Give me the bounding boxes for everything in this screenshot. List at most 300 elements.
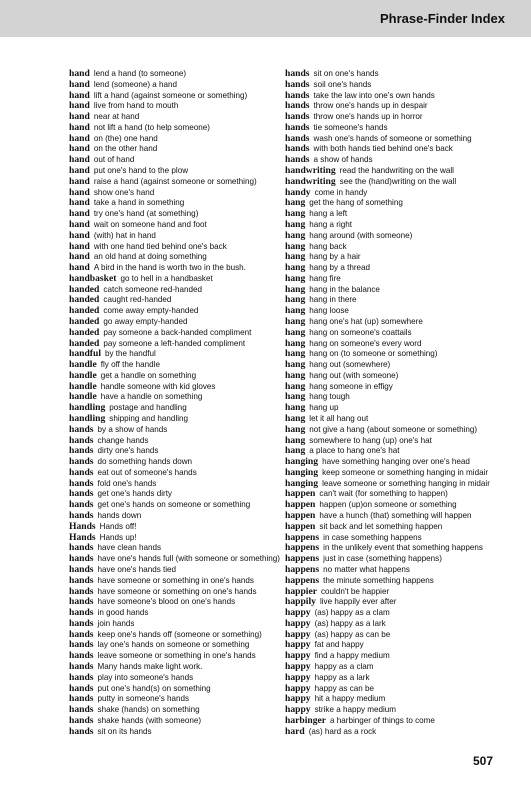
- entry-keyword: hands: [69, 575, 94, 586]
- entry-keyword: happen: [285, 489, 316, 500]
- index-entry: [285, 425, 517, 436]
- entry-keyword: hands: [69, 629, 94, 640]
- entry-phrase: pay someone a back-handed compliment: [103, 327, 252, 337]
- entry-keyword: hands: [69, 467, 94, 478]
- index-entry: [69, 134, 301, 145]
- entry-phrase: live happily ever after: [319, 597, 397, 607]
- entry-phrase: happy as a clam: [314, 661, 374, 671]
- index-entry: [285, 69, 517, 80]
- entry-phrase: lay one's hands on someone or something: [97, 640, 250, 650]
- entry-phrase: hang out (somewhere): [309, 360, 391, 370]
- entry-phrase: take the law into one's own hands: [313, 90, 435, 100]
- entry-phrase: Hands off!: [99, 521, 137, 531]
- index-entry: [69, 727, 301, 738]
- index-entry: [285, 662, 517, 673]
- index-entry: [69, 144, 301, 155]
- entry-phrase: postage and handling: [109, 403, 187, 413]
- index-entry: [285, 673, 517, 684]
- entry-phrase: catch someone red-handed: [103, 284, 202, 294]
- entry-keyword: hand: [69, 69, 90, 79]
- index-entry: [285, 123, 517, 134]
- entry-keyword: handed: [69, 338, 100, 349]
- entry-keyword: hands: [69, 446, 94, 457]
- index-entry: [69, 166, 301, 177]
- entry-phrase: pay someone a left-handed compliment: [103, 338, 246, 348]
- entry-keyword: happy: [285, 694, 311, 705]
- entry-phrase: get one's hands dirty: [97, 489, 172, 499]
- index-entry: [69, 640, 301, 651]
- entry-keyword: hands: [69, 489, 94, 500]
- entry-keyword: hang: [285, 403, 306, 414]
- entry-keyword: hand: [69, 230, 90, 241]
- entry-phrase: try one's hand (at something): [93, 209, 199, 219]
- entry-phrase: have one's hands full (with someone or something): [97, 554, 280, 564]
- index-entry: [285, 436, 517, 447]
- index-entry: [285, 144, 517, 155]
- index-entry: [69, 533, 301, 544]
- entry-phrase: not give a hang (about someone or something): [309, 424, 478, 434]
- entry-phrase: have someone or something in one's hands: [97, 575, 254, 585]
- entry-phrase: sit back and let something happen: [319, 521, 443, 531]
- entry-keyword: handle: [69, 392, 97, 403]
- entry-phrase: shake (hands) on something: [97, 705, 200, 715]
- index-entry: [285, 263, 517, 274]
- entry-keyword: hands: [69, 435, 94, 446]
- entry-phrase: show one's hand: [93, 187, 155, 197]
- entry-phrase: hang in the balance: [309, 284, 380, 294]
- index-entry: [285, 587, 517, 598]
- entry-keyword: hand: [69, 176, 90, 187]
- index-entry: [285, 403, 517, 414]
- entry-phrase: hang loose: [309, 306, 349, 316]
- entry-keyword: hang: [285, 273, 306, 284]
- entry-phrase: caught red-handed: [103, 295, 172, 305]
- entry-phrase: eat out of someone's hands: [97, 467, 197, 477]
- index-entry: [69, 403, 301, 414]
- index-entry: [285, 543, 517, 554]
- index-entry: [69, 414, 301, 425]
- entry-phrase: hang by a thread: [309, 263, 371, 273]
- entry-phrase: a show of hands: [313, 155, 373, 165]
- index-entry: [285, 446, 517, 457]
- index-entry: [285, 489, 517, 500]
- entry-keyword: hang: [285, 316, 306, 327]
- entry-phrase: hang out (with someone): [309, 370, 399, 380]
- entry-phrase: soil one's hands: [313, 79, 372, 89]
- entry-phrase: (as) happy as can be: [314, 629, 391, 639]
- index-entry: [285, 134, 517, 145]
- entry-keyword: happier: [285, 586, 317, 597]
- index-entry: [69, 565, 301, 576]
- entry-phrase: have someone or something on one's hands: [97, 586, 257, 596]
- index-entry: [69, 489, 301, 500]
- entry-keyword: hands: [69, 694, 94, 705]
- entry-phrase: throw one's hands up in despair: [313, 101, 428, 111]
- index-entry: [285, 640, 517, 651]
- entry-phrase: lend a hand (to someone): [93, 69, 187, 78]
- index-entry: [69, 673, 301, 684]
- entry-keyword: handed: [69, 284, 100, 295]
- entry-phrase: fat and happy: [314, 640, 364, 650]
- index-entry: [285, 317, 517, 328]
- entry-keyword: hands: [69, 500, 94, 511]
- entry-keyword: happily: [285, 597, 316, 608]
- index-entry: [69, 630, 301, 641]
- entry-phrase: have someone's blood on one's hands: [97, 597, 236, 607]
- entry-keyword: hanging: [285, 478, 319, 489]
- index-entry: [285, 220, 517, 231]
- entry-phrase: hang fire: [309, 273, 341, 283]
- entry-phrase: hang on someone's coattails: [309, 327, 412, 337]
- entry-keyword: hang: [285, 327, 306, 338]
- entry-keyword: hang: [285, 435, 306, 446]
- entry-phrase: (with) hat in hand: [93, 230, 156, 240]
- entry-phrase: in the unlikely event that something happens: [323, 543, 483, 553]
- entry-keyword: hand: [69, 133, 90, 144]
- index-entry: [69, 188, 301, 199]
- index-entry: [69, 155, 301, 166]
- index-entry: [69, 263, 301, 274]
- entry-phrase: have clean hands: [97, 543, 161, 553]
- entry-keyword: hang: [285, 252, 306, 263]
- entry-keyword: happens: [285, 575, 320, 586]
- entry-phrase: keep one's hands off (someone or something): [97, 629, 262, 639]
- index-entry: [285, 242, 517, 253]
- entry-keyword: hands: [69, 586, 94, 597]
- entry-keyword: hang: [285, 424, 306, 435]
- entry-keyword: handed: [69, 295, 100, 306]
- index-entry: [285, 328, 517, 339]
- index-entry: [69, 371, 301, 382]
- entry-keyword: handed: [69, 327, 100, 338]
- index-entry: [285, 576, 517, 587]
- entry-phrase: fly off the handle: [100, 360, 160, 370]
- entry-keyword: happy: [285, 683, 311, 694]
- entry-phrase: change hands: [97, 435, 149, 445]
- entry-phrase: keep someone or something hanging in midair: [322, 467, 489, 477]
- entry-keyword: hang: [285, 338, 306, 349]
- index-entry: [285, 360, 517, 371]
- entry-phrase: Many hands make light work.: [97, 661, 203, 671]
- entry-keyword: handwriting: [285, 176, 336, 187]
- entry-phrase: on the other hand: [93, 144, 158, 154]
- entry-keyword: hand: [69, 198, 90, 209]
- entry-keyword: hand: [69, 90, 90, 101]
- entry-phrase: hang a right: [309, 219, 353, 229]
- index-entry: [285, 608, 517, 619]
- entry-phrase: the minute something happens: [323, 575, 434, 585]
- entry-keyword: handle: [69, 360, 97, 371]
- entry-keyword: hang: [285, 381, 306, 392]
- entry-keyword: hand: [69, 187, 90, 198]
- entry-keyword: hands: [285, 155, 310, 166]
- entry-keyword: hands: [69, 672, 94, 683]
- entry-phrase: have one's hands tied: [97, 564, 177, 574]
- entry-keyword: happen: [285, 521, 316, 532]
- entry-keyword: hands: [69, 424, 94, 435]
- index-entry: [285, 349, 517, 360]
- entry-keyword: hang: [285, 263, 306, 274]
- index-entry: [285, 231, 517, 242]
- entry-phrase: join hands: [97, 618, 135, 628]
- index-entry: [285, 166, 517, 177]
- index-entry: [285, 511, 517, 522]
- entry-keyword: hang: [285, 306, 306, 317]
- entry-keyword: hanging: [285, 467, 319, 478]
- entry-phrase: putty in someone's hands: [97, 694, 190, 704]
- index-entry: [69, 274, 301, 285]
- index-entry: [285, 500, 517, 511]
- index-entry: [69, 91, 301, 102]
- entry-phrase: sit on one's hands: [313, 69, 379, 78]
- entry-keyword: hand: [69, 112, 90, 123]
- index-entry: [69, 522, 301, 533]
- entry-keyword: happen: [285, 511, 316, 522]
- entry-phrase: leave someone or something in one's hands: [97, 651, 256, 661]
- entry-keyword: handbasket: [69, 273, 117, 284]
- index-entry: [69, 436, 301, 447]
- entry-phrase: on (the) one hand: [93, 133, 158, 143]
- entry-phrase: find a happy medium: [314, 651, 390, 661]
- entry-keyword: hand: [69, 101, 90, 112]
- entry-phrase: hands down: [97, 511, 142, 521]
- entry-phrase: leave someone or something hanging in midair: [322, 478, 490, 488]
- index-entry: [69, 576, 301, 587]
- index-entry: [69, 457, 301, 468]
- page-number: 507: [472, 754, 493, 768]
- entry-phrase: hang back: [309, 241, 347, 251]
- index-entry: [285, 597, 517, 608]
- entry-keyword: hands: [69, 618, 94, 629]
- entry-phrase: a place to hang one's hat: [309, 446, 400, 456]
- entry-keyword: Hands: [69, 521, 96, 532]
- entry-keyword: hands: [69, 726, 94, 737]
- index-entry: [285, 630, 517, 641]
- index-entry: [69, 177, 301, 188]
- entry-keyword: happens: [285, 554, 320, 565]
- entry-phrase: hang by a hair: [309, 252, 361, 262]
- index-entry: [69, 587, 301, 598]
- entry-keyword: hang: [285, 241, 306, 252]
- entry-keyword: hands: [285, 69, 310, 79]
- entry-keyword: happy: [285, 640, 311, 651]
- index-entry: [69, 392, 301, 403]
- index-column-right: [285, 69, 517, 737]
- entry-keyword: hands: [285, 122, 310, 133]
- entry-phrase: hang around (with someone): [309, 230, 413, 240]
- entry-keyword: happens: [285, 532, 320, 543]
- entry-phrase: play into someone's hands: [97, 672, 194, 682]
- index-entry: [285, 554, 517, 565]
- index-entry: [69, 295, 301, 306]
- entry-phrase: in good hands: [97, 608, 149, 618]
- entry-keyword: handling: [69, 414, 106, 424]
- entry-keyword: hand: [69, 219, 90, 230]
- index-entry: [285, 295, 517, 306]
- entry-keyword: happy: [285, 651, 311, 662]
- index-entry: [285, 468, 517, 479]
- entry-keyword: handful: [69, 349, 101, 360]
- index-entry: [285, 306, 517, 317]
- entry-phrase: out of hand: [93, 155, 135, 165]
- entry-phrase: hang in there: [309, 295, 357, 305]
- entry-keyword: hands: [69, 608, 94, 619]
- index-entry: [69, 231, 301, 242]
- index-entry: [69, 446, 301, 457]
- entry-phrase: put one's hand to the plow: [93, 166, 189, 176]
- entry-keyword: handwriting: [285, 166, 336, 177]
- entry-phrase: by a show of hands: [97, 424, 168, 434]
- index-entry: [285, 209, 517, 220]
- entry-phrase: happen (up)on someone or something: [319, 500, 457, 510]
- index-entry: [69, 112, 301, 123]
- entry-keyword: hands: [69, 597, 94, 608]
- index-entry: [69, 543, 301, 554]
- entry-phrase: get the hang of something: [309, 198, 403, 208]
- index-entry: [285, 371, 517, 382]
- entry-keyword: hand: [69, 241, 90, 252]
- entry-keyword: hands: [285, 133, 310, 144]
- index-entry: [69, 500, 301, 511]
- entry-keyword: hang: [285, 295, 306, 306]
- entry-keyword: hands: [69, 478, 94, 489]
- entry-phrase: just in case (something happens): [323, 554, 442, 564]
- entry-phrase: wait on someone hand and foot: [93, 219, 207, 229]
- index-entry: [69, 608, 301, 619]
- index-entry: [69, 554, 301, 565]
- index-entry: [69, 101, 301, 112]
- entry-phrase: happy as can be: [314, 683, 375, 693]
- index-entry: [285, 414, 517, 425]
- entry-keyword: hang: [285, 370, 306, 381]
- index-entry: [285, 198, 517, 209]
- entry-phrase: by the handful: [105, 349, 156, 359]
- entry-keyword: hand: [69, 166, 90, 177]
- entry-phrase: couldn't be happier: [321, 586, 390, 596]
- entry-keyword: hang: [285, 414, 306, 424]
- entry-keyword: hands: [285, 90, 310, 101]
- index-entry: [69, 468, 301, 479]
- entry-phrase: hang on someone's every word: [309, 338, 422, 348]
- index-entry: [285, 155, 517, 166]
- entry-phrase: let it all hang out: [309, 414, 369, 423]
- entry-phrase: with both hands tied behind one's back: [313, 144, 453, 154]
- index-entry: [285, 727, 517, 738]
- entry-phrase: hang a left: [309, 209, 348, 219]
- index-entry: [285, 619, 517, 630]
- entry-keyword: happy: [285, 608, 311, 619]
- entry-phrase: raise a hand (against someone or something): [93, 176, 257, 186]
- index-entry: [69, 252, 301, 263]
- index-entry: [285, 339, 517, 350]
- entry-phrase: an old hand at doing something: [93, 252, 207, 262]
- entry-keyword: harbinger: [285, 715, 327, 726]
- entry-phrase: shipping and handling: [109, 414, 189, 423]
- index-entry: [69, 705, 301, 716]
- entry-phrase: handle someone with kid gloves: [100, 381, 216, 391]
- index-entry: [285, 565, 517, 576]
- entry-phrase: have a hunch (that) something will happen: [319, 511, 472, 521]
- entry-phrase: hang on (to someone or something): [309, 349, 438, 359]
- entry-keyword: hand: [69, 209, 90, 220]
- entry-phrase: have a handle on something: [100, 392, 203, 402]
- entry-keyword: hanging: [285, 457, 319, 468]
- index-entry: [69, 511, 301, 522]
- index-entry: [285, 80, 517, 91]
- index-entry: [69, 198, 301, 209]
- entry-keyword: handed: [69, 306, 100, 317]
- index-entry: [285, 705, 517, 716]
- index-entry: [285, 252, 517, 263]
- entry-keyword: hands: [69, 683, 94, 694]
- entry-phrase: hang up: [309, 403, 339, 413]
- entry-keyword: hang: [285, 209, 306, 220]
- index-entry: [285, 101, 517, 112]
- entry-keyword: hands: [69, 554, 94, 565]
- header-title: Phrase-Finder Index: [380, 11, 505, 26]
- index-entry: [285, 694, 517, 705]
- index-entry: [69, 209, 301, 220]
- entry-phrase: get one's hands on someone or something: [97, 500, 251, 510]
- index-entry: [285, 177, 517, 188]
- entry-keyword: hang: [285, 349, 306, 360]
- entry-phrase: get a handle on something: [100, 370, 197, 380]
- index-entry: [69, 306, 301, 317]
- entry-keyword: hang: [285, 284, 306, 295]
- index-entry: [285, 457, 517, 468]
- index-entry: [69, 242, 301, 253]
- entry-keyword: handling: [69, 403, 106, 414]
- entry-phrase: (as) hard as a rock: [308, 726, 377, 736]
- entry-keyword: hands: [69, 543, 94, 554]
- entry-phrase: a harbinger of things to come: [330, 715, 435, 725]
- entry-keyword: hand: [69, 263, 90, 274]
- index-entry: [69, 651, 301, 662]
- entry-phrase: (as) happy as a lark: [314, 618, 386, 628]
- index-entry: [69, 619, 301, 630]
- entry-keyword: hands: [285, 79, 310, 90]
- index-entry: [69, 80, 301, 91]
- index-entry: [285, 382, 517, 393]
- index-entry: [285, 274, 517, 285]
- entry-phrase: come away empty-handed: [103, 306, 199, 316]
- entry-keyword: hands: [285, 112, 310, 123]
- index-entry: [69, 684, 301, 695]
- entry-keyword: hands: [69, 651, 94, 662]
- index-entry: [285, 522, 517, 533]
- entry-keyword: hands: [69, 640, 94, 651]
- entry-keyword: hands: [69, 511, 94, 522]
- index-entry: [69, 328, 301, 339]
- entry-phrase: see the (hand)writing on the wall: [339, 176, 457, 186]
- entry-keyword: hang: [285, 446, 306, 457]
- index-entry: [69, 597, 301, 608]
- entry-keyword: hang: [285, 230, 306, 241]
- entry-phrase: not lift a hand (to help someone): [93, 122, 210, 132]
- entry-phrase: live from hand to mouth: [93, 101, 179, 111]
- index-column-left: [69, 69, 301, 737]
- index-entry: [69, 220, 301, 231]
- entry-keyword: hands: [69, 705, 94, 716]
- page-header: [0, 0, 531, 37]
- entry-phrase: in case something happens: [323, 532, 422, 542]
- entry-keyword: handle: [69, 370, 97, 381]
- index-entry: [285, 651, 517, 662]
- index-entry: [69, 694, 301, 705]
- index-entry: [69, 285, 301, 296]
- index-entry: [69, 339, 301, 350]
- entry-phrase: shake hands (with someone): [97, 715, 202, 725]
